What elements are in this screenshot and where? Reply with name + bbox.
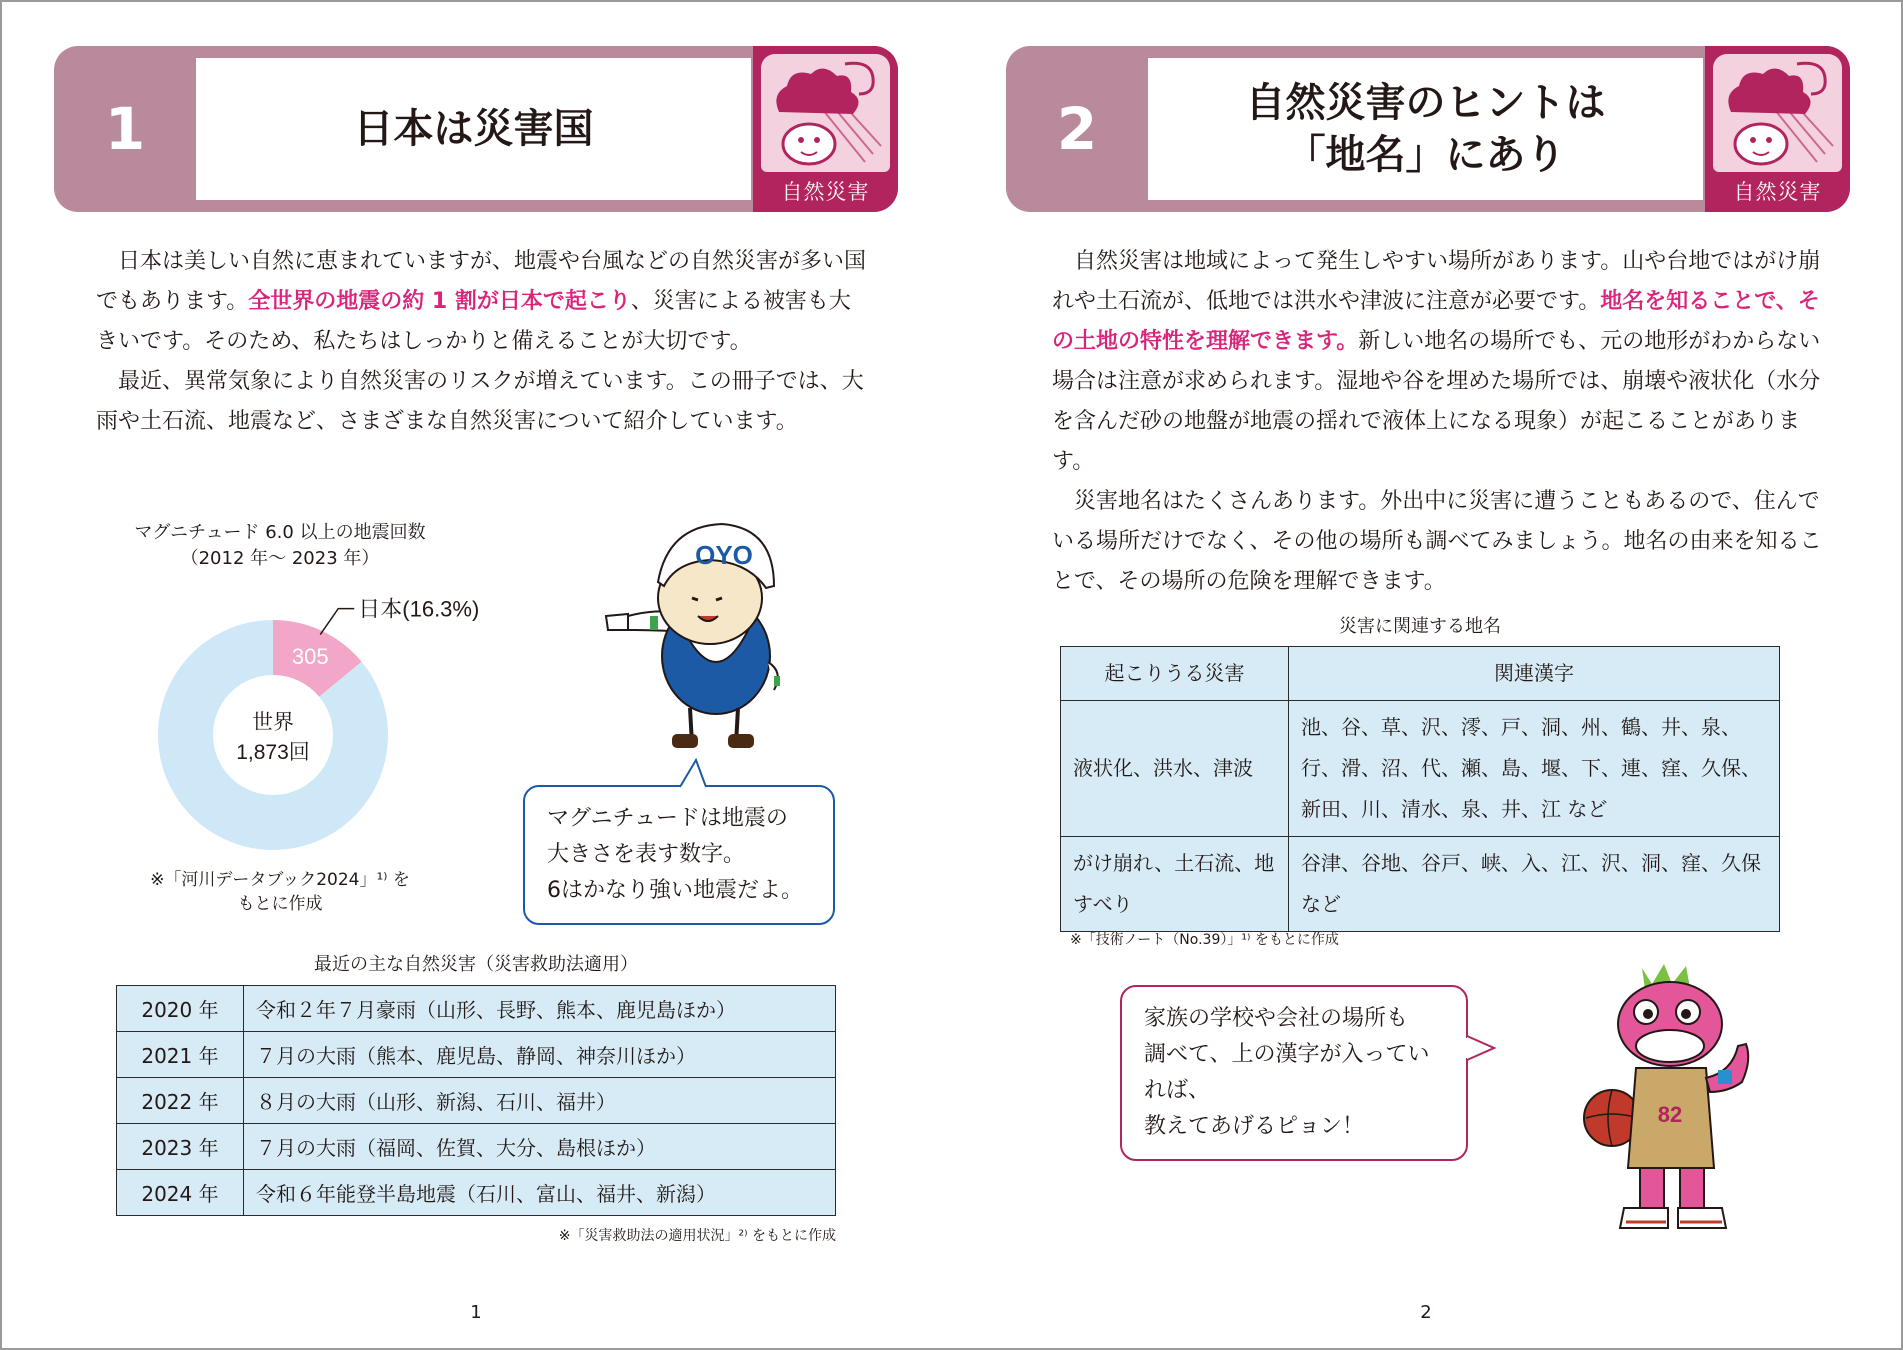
table-row xyxy=(117,1124,836,1170)
category-badge xyxy=(753,46,898,212)
pie-callout-line xyxy=(320,609,354,635)
event-cell: 令和２年７月豪雨（山形、長野、熊本、鹿児島ほか） xyxy=(244,986,836,1032)
chart-caption xyxy=(110,520,450,572)
page-title-line-2: 「地名」にあり xyxy=(1285,132,1566,178)
table-row xyxy=(1061,701,1780,837)
chart-caption-line-1: マグニチュード 6.0 以上の地震回数 xyxy=(134,522,426,543)
chart-source-line-1: ※「河川データブック2024」¹⁾ を xyxy=(150,870,410,890)
jersey-number: 82 xyxy=(1657,1102,1683,1127)
pie-chart xyxy=(110,585,530,885)
pie-label-japan: 日本(16.3%) xyxy=(358,596,480,622)
chapter-number: 2 xyxy=(1056,95,1098,163)
paragraph-1-text: 自然災害は地域によって発生しやすい場所があります。山や台地ではがけ崩れや土石流が、低地では洪水や津波に注意が必要です。 xyxy=(1052,249,1821,314)
chart-caption-line-2: （2012 年～ 2023 年） xyxy=(180,548,380,569)
kanji-cell: 池、谷、草、沢、澪、戸、洞、州、鶴、井、泉、行、滑、沼、代、瀬、島、堰、下、連、窪、久保、新田、川、清水、泉、井、江 など xyxy=(1289,701,1780,837)
chapter-number: 1 xyxy=(104,95,146,163)
disaster-illustration-icon xyxy=(761,54,890,172)
year-cell: 2020 年 xyxy=(117,986,244,1032)
pie-label-japan-value: 305 xyxy=(291,643,329,669)
place-name-table-caption: 災害に関連する地名 xyxy=(1339,616,1501,637)
chart-source-line-2: もとに作成 xyxy=(237,894,323,914)
page-title-line-1: 自然災害のヒントは xyxy=(1245,80,1606,126)
column-header: 関連漢字 xyxy=(1289,647,1780,701)
year-cell: 2021 年 xyxy=(117,1032,244,1078)
column-header: 起こりうる災害 xyxy=(1061,647,1289,701)
event-cell: ７月の大雨（福岡、佐賀、大分、島根ほか） xyxy=(244,1124,836,1170)
chart-source xyxy=(130,868,430,916)
table-row xyxy=(117,986,836,1032)
place-name-table xyxy=(1060,646,1780,932)
table-row xyxy=(117,1170,836,1216)
pie-center-value: 1,873回 xyxy=(236,741,310,764)
page-2 xyxy=(952,0,1903,1350)
chapter-header xyxy=(54,46,898,212)
badge-label: 自然災害 xyxy=(1733,180,1822,204)
bubble-line-2: 調べて、上の漢字が入っていれば、 xyxy=(1144,1042,1430,1103)
oyo-speech-bubble xyxy=(523,785,835,925)
paragraph-2: 最近、異常気象により自然災害のリスクが増えています。この冊子では、大雨や土石流、地震など、さまざまな自然災害について紹介しています。 xyxy=(96,369,864,434)
page-number: 1 xyxy=(470,1302,482,1323)
paragraph-1-text: 日本は美しい自然に恵まれていますが、地震や台風などの自然災害が多い国でもあります。 xyxy=(96,249,867,314)
paragraph-1-highlight: 全世界の地震の約 1 割が日本で起こり xyxy=(248,289,631,314)
event-cell: ８月の大雨（山形、新潟、石川、福井） xyxy=(244,1078,836,1124)
intro-text xyxy=(1052,242,1822,602)
page-number: 2 xyxy=(1420,1302,1432,1323)
title-box xyxy=(196,58,751,200)
paragraph-1-text-end: 新しい地名の場所でも、元の地形がわからない場合は注意が求められます。湿地や谷を埋めた場所では、崩壊や液状化（水分を含んだ砂の地盤が地震の揺れで液体上になる現象）が起こることがあります。 xyxy=(1052,329,1821,474)
table-row xyxy=(117,1032,836,1078)
paragraph-1 xyxy=(96,242,866,362)
year-cell: 2022 年 xyxy=(117,1078,244,1124)
pie-center-label: 世界 xyxy=(252,711,294,734)
page-title: 日本は災害国 xyxy=(353,106,594,152)
bubble-tail-icon xyxy=(1466,1034,1496,1064)
disaster-table-caption: 最近の主な自然災害（災害救助法適用） xyxy=(314,954,638,975)
category-badge xyxy=(1705,46,1850,212)
place-name-table-source: ※「技術ノート（No.39）」¹⁾ をもとに作成 xyxy=(1070,932,1339,948)
table-row xyxy=(117,1078,836,1124)
kanji-cell: 谷津、谷地、谷戸、峡、入、江、沢、洞、窪、久保 など xyxy=(1289,837,1780,932)
bubble-line-2: 大きさを表す数字。 xyxy=(547,842,746,867)
helmet-logo: OYO xyxy=(695,540,753,570)
year-cell: 2024 年 xyxy=(117,1170,244,1216)
oyo-mascot-illustration xyxy=(598,512,828,752)
disaster-cell: がけ崩れ、土石流、地すべり xyxy=(1061,837,1289,932)
paragraph-1 xyxy=(1052,242,1822,482)
event-cell: ７月の大雨（熊本、鹿児島、静岡、神奈川ほか） xyxy=(244,1032,836,1078)
bubble-line-1: 家族の学校や会社の場所も xyxy=(1144,1006,1409,1031)
paragraph-1-text-end: 、災害による被害も大きいです。そのため、私たちはしっかりと備えることが大切です。 xyxy=(96,289,851,354)
event-cell: 令和６年能登半島地震（石川、富山、福井、新潟） xyxy=(244,1170,836,1216)
bubble-line-3: 教えてあげるピョン！ xyxy=(1144,1114,1365,1139)
bubble-line-3: 6はかなり強い地震だよ。 xyxy=(547,878,803,903)
intro-text xyxy=(96,242,866,442)
bubble-line-1: マグニチュードは地震の xyxy=(547,806,788,831)
disaster-table-source: ※「災害救助法の適用状況」²⁾ をもとに作成 xyxy=(558,1228,836,1244)
bubble-tail-icon xyxy=(680,758,710,788)
frog-mascot-illustration xyxy=(1582,960,1762,1240)
page-1 xyxy=(0,0,951,1350)
disaster-table xyxy=(116,985,836,1216)
badge-label: 自然災害 xyxy=(781,180,870,204)
frog-speech-bubble xyxy=(1120,985,1468,1161)
paragraph-2: 災害地名はたくさんあります。外出中に災害に遭うこともあるので、住んでいる場所だけでなく、その他の場所も調べてみましょう。地名の由来を知ることで、その場所の危険を理解できます。 xyxy=(1052,489,1822,594)
disaster-illustration-icon xyxy=(1713,54,1842,172)
disaster-cell: 液状化、洪水、津波 xyxy=(1061,701,1289,837)
paragraph-1-highlight: 地名を知ることで、その土地の特性を理解できます。 xyxy=(1052,289,1820,354)
chapter-header xyxy=(1006,46,1850,212)
title-box xyxy=(1148,58,1703,200)
table-row xyxy=(1061,837,1780,932)
year-cell: 2023 年 xyxy=(117,1124,244,1170)
